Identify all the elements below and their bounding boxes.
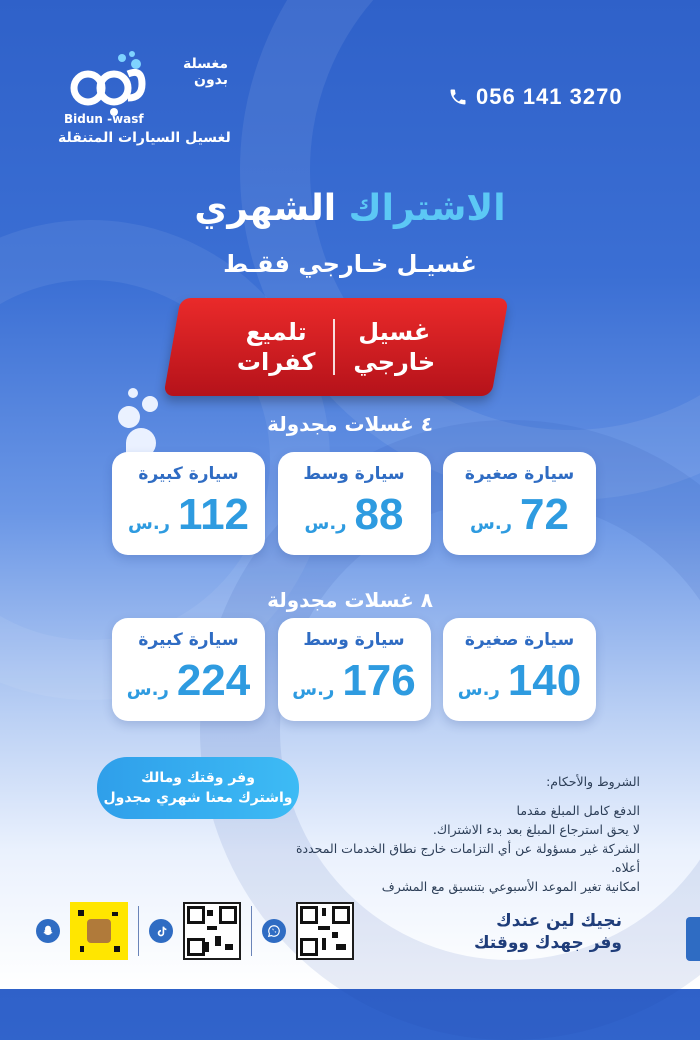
- logo-mark-icon: [70, 50, 150, 120]
- logo-name-top: مغسلة: [182, 56, 228, 72]
- page-title: [0, 188, 700, 229]
- card-car-size: سيارة صغيرة: [464, 630, 575, 650]
- logo-english-name: Bidun -wasf: [64, 112, 144, 126]
- plan-8-washes-title: ٨ غسلات مجدولة: [267, 588, 433, 612]
- whatsapp-icon[interactable]: [262, 919, 286, 943]
- terms-section: [280, 772, 640, 896]
- logo-tagline: لغسيل السيارات المتنقلة: [58, 130, 231, 146]
- riyal-currency-icon: ر.س: [127, 513, 171, 534]
- plan-8-washes-cards: [112, 618, 596, 721]
- banner-divider: [333, 319, 335, 375]
- riyal-currency-icon: ر.س: [457, 679, 500, 700]
- social-links: [36, 902, 354, 960]
- whatsapp-qr-code[interactable]: [296, 902, 354, 960]
- price-card-medium-car[interactable]: [278, 452, 431, 555]
- side-edge-tab: [686, 917, 700, 961]
- service1-line2: خارجي: [353, 348, 436, 376]
- price-card-medium-car[interactable]: [278, 618, 431, 721]
- promo-line2: واشترك معنا شهري مجدول: [103, 790, 293, 806]
- slogan-line1: نجيك لين عندك: [496, 911, 622, 931]
- slogan-line2: وفر جهدك ووقتك: [473, 933, 622, 953]
- card-car-size: سيارة كبيرة: [138, 630, 239, 650]
- price-card-large-car[interactable]: [112, 618, 265, 721]
- logo-name-bottom: بدون: [194, 72, 228, 88]
- plan-4-washes-title: ٤ غسلات مجدولة: [267, 412, 433, 436]
- tiktok-qr-code[interactable]: [183, 902, 241, 960]
- riyal-currency-icon: ر.س: [304, 513, 347, 534]
- card-price: 72: [520, 490, 569, 539]
- snapchat-icon[interactable]: [36, 919, 60, 943]
- plan-4-washes-cards: [112, 452, 596, 555]
- price-card-small-car[interactable]: [443, 618, 596, 721]
- price-card-small-car[interactable]: [443, 452, 596, 555]
- logo-arabic-name: [158, 56, 228, 88]
- card-car-size: سيارة وسط: [303, 464, 405, 484]
- card-price: 112: [178, 490, 250, 539]
- terms-item: الشركة غير مسؤولة عن أي التزامات خارج نطاق الخدمات المحددة أعلاه.: [295, 841, 640, 875]
- service-tire-polish: [219, 317, 334, 377]
- phone-icon: [448, 87, 468, 107]
- card-car-size: سيارة وسط: [303, 630, 405, 650]
- service-exterior-wash: [335, 317, 453, 377]
- promo-pill: [97, 757, 299, 819]
- snapchat-qr-code[interactable]: [70, 902, 128, 960]
- phone-contact[interactable]: [448, 84, 623, 110]
- title-word-monthly: الاشتراك: [348, 188, 506, 229]
- riyal-currency-icon: ر.س: [470, 513, 513, 534]
- title-word-subscription: الشهري: [194, 188, 337, 229]
- card-car-size: سيارة كبيرة: [138, 464, 239, 484]
- terms-item: الدفع كامل المبلغ مقدما: [516, 803, 640, 818]
- card-price: 140: [507, 656, 582, 705]
- services-banner: [172, 298, 500, 396]
- card-price: 176: [342, 656, 416, 705]
- terms-heading: الشروط والأحكام:: [546, 774, 640, 789]
- tiktok-icon[interactable]: [149, 919, 173, 943]
- page-subtitle: غسيـل خـارجي فقـط: [223, 250, 477, 278]
- service2-line1: تلميع: [245, 318, 307, 346]
- service1-line1: غسيل: [358, 318, 431, 346]
- promo-line1: وفر وقتك ومالك: [141, 770, 255, 786]
- terms-item: امكانية تغير الموعد الأسبوعي بتنسيق مع المشرف: [381, 879, 640, 894]
- service2-line2: كفرات: [236, 348, 316, 376]
- riyal-currency-icon: ر.س: [292, 679, 335, 700]
- terms-item: لا يحق استرجاع المبلغ بعد بدء الاشتراك.: [432, 822, 640, 837]
- card-price: 224: [176, 656, 251, 705]
- phone-number: 056 141 3270: [476, 84, 623, 109]
- brand-logo: [40, 42, 250, 162]
- price-card-large-car[interactable]: [112, 452, 265, 555]
- slogan: [474, 910, 622, 954]
- card-price: 88: [354, 490, 404, 539]
- card-car-size: سيارة صغيرة: [464, 464, 575, 484]
- riyal-currency-icon: ر.س: [126, 679, 169, 700]
